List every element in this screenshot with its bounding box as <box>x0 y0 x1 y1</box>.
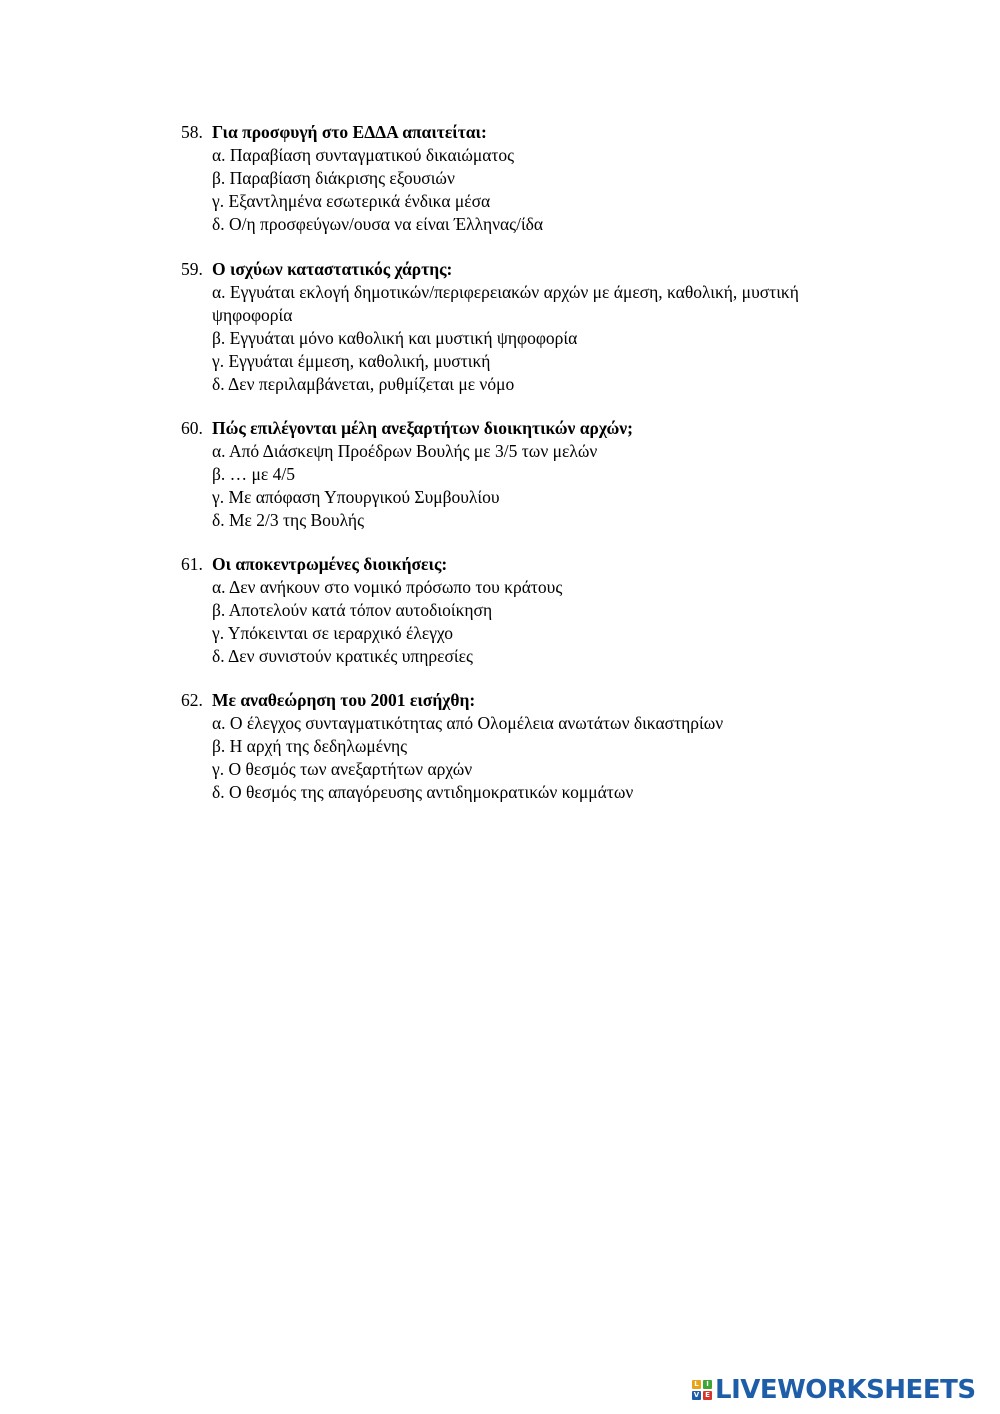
answer-option-c[interactable]: γ. Εγγυάται έμμεση, καθολική, μυστική <box>212 351 491 371</box>
answer-option-c[interactable]: γ. Εξαντλημένα εσωτερικά ένδικα μέσα <box>212 191 491 211</box>
logo-cell-l: L <box>692 1380 701 1389</box>
answer-option-c[interactable]: γ. Ο θεσμός των ανεξαρτήτων αρχών <box>212 759 473 779</box>
answer-options <box>181 281 861 396</box>
question-number: 58. <box>181 122 203 142</box>
question-number: 60. <box>181 418 203 438</box>
logo-cell-i: I <box>703 1380 712 1389</box>
question-62 <box>181 689 861 804</box>
question-59 <box>181 258 861 396</box>
question-58 <box>181 121 861 236</box>
question-60 <box>181 417 861 532</box>
question-text: Οι αποκεντρωμένες διοικήσεις: <box>212 554 448 574</box>
answer-option-b[interactable]: β. Παραβίαση διάκρισης εξουσιών <box>212 168 455 188</box>
answer-option-d[interactable]: δ. Δεν περιλαμβάνεται, ρυθμίζεται με νόμο <box>212 374 515 394</box>
question-heading <box>181 553 861 576</box>
question-number: 62. <box>181 690 203 710</box>
answer-option-a[interactable]: α. Εγγυάται εκλογή δημοτικών/περιφερειακών αρχών με άμεση, καθολική, μυστική ψηφοφορία <box>212 282 799 325</box>
answer-option-c[interactable]: γ. Υπόκεινται σε ιεραρχικό έλεγχο <box>212 623 454 643</box>
question-text: Για προσφυγή στο ΕΔΔΑ απαιτείται: <box>212 122 487 142</box>
answer-option-a[interactable]: α. Δεν ανήκουν στο νομικό πρόσωπο του κράτους <box>212 577 563 597</box>
question-heading <box>181 689 861 712</box>
question-heading <box>181 258 861 281</box>
answer-option-b[interactable]: β. Αποτελούν κατά τόπον αυτοδιοίκηση <box>212 600 493 620</box>
question-heading <box>181 121 861 144</box>
question-text: Πώς επιλέγονται μέλη ανεξαρτήτων διοικητικών αρχών; <box>212 418 633 438</box>
question-text: Ο ισχύων καταστατικός χάρτης: <box>212 259 453 279</box>
logo-cell-e: E <box>703 1391 712 1400</box>
answer-option-a[interactable]: α. Ο έλεγχος συνταγματικότητας από Ολομέλεια ανωτάτων δικαστηρίων <box>212 713 724 733</box>
question-heading <box>181 417 861 440</box>
answer-option-b[interactable]: β. … με 4/5 <box>212 464 295 484</box>
answer-option-b[interactable]: β. Η αρχή της δεδηλωμένης <box>212 736 408 756</box>
answer-option-d[interactable]: δ. Δεν συνιστούν κρατικές υπηρεσίες <box>212 646 473 666</box>
brand-name: LIVEWORKSHEETS <box>715 1375 976 1405</box>
answer-option-d[interactable]: δ. Ο θεσμός της απαγόρευσης αντιδημοκρατικών κομμάτων <box>212 782 634 802</box>
logo-cell-v: V <box>693 1391 700 1399</box>
answer-options <box>181 144 861 236</box>
answer-options <box>181 712 861 804</box>
liveworksheets-logo-icon <box>692 1380 712 1400</box>
answer-option-d[interactable]: δ. Με 2/3 της Βουλής <box>212 510 365 530</box>
answer-options <box>181 576 861 668</box>
question-number: 59. <box>181 259 203 279</box>
question-text: Με αναθεώρηση του 2001 εισήχθη: <box>212 690 476 710</box>
answer-option-a[interactable]: α. Από Διάσκεψη Προέδρων Βουλής με 3/5 των μελών <box>212 441 598 461</box>
answer-option-c[interactable]: γ. Με απόφαση Υπουργικού Συμβουλίου <box>212 487 500 507</box>
question-number: 61. <box>181 554 203 574</box>
answer-option-a[interactable]: α. Παραβίαση συνταγματικού δικαιώματος <box>212 145 515 165</box>
answer-option-d[interactable]: δ. Ο/η προσφεύγων/ουσα να είναι Έλληνας/ίδα <box>212 214 544 234</box>
question-61 <box>181 553 861 668</box>
answer-option-b[interactable]: β. Εγγυάται μόνο καθολική και μυστική ψηφοφορία <box>212 328 578 348</box>
answer-options <box>181 440 861 532</box>
liveworksheets-branding <box>692 1376 976 1404</box>
